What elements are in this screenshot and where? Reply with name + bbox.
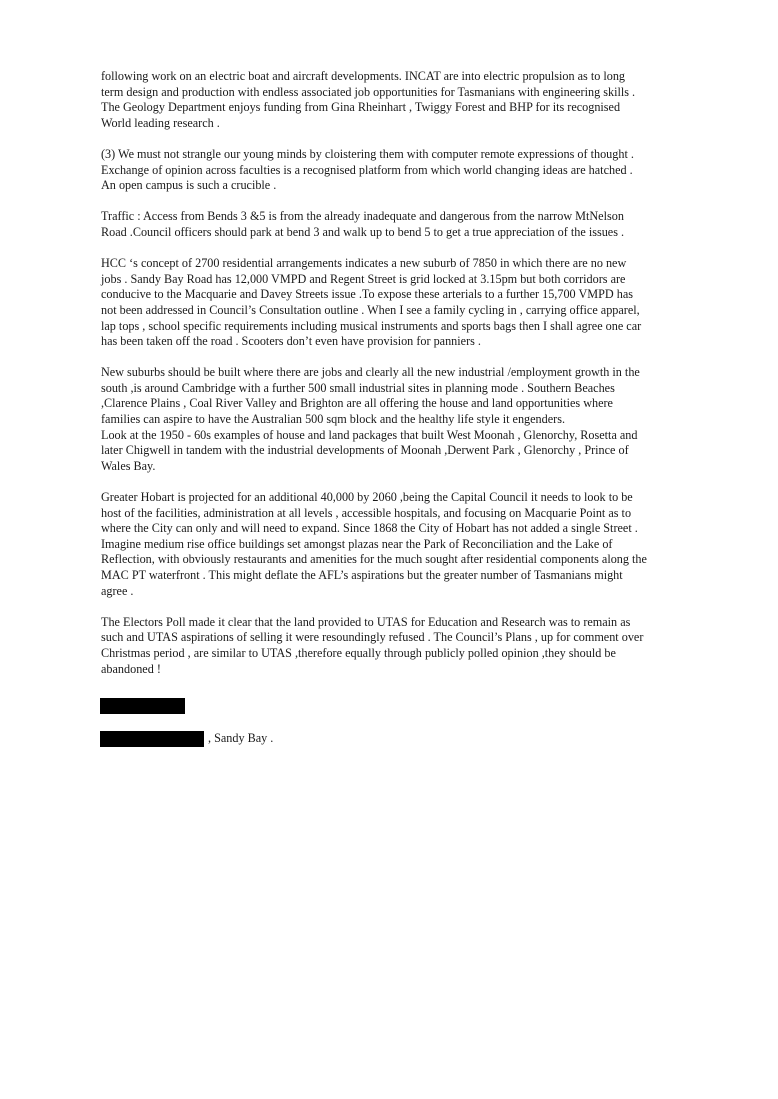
text-line: lap tops , school specific requirements including musical instruments and sports bags then I shall agree one car [101,318,642,333]
text-line: conducive to the Macquarie and Davey Streets issue .To expose these arterials to a further 15,700 VMPD has [101,287,633,302]
text-line: Traffic : Access from Bends 3 &5 is from the already inadequate and dangerous from the narrow MtNelson [101,209,624,224]
text-line: Christmas period , are similar to UTAS ,therefore equally through publicly polled opinion ,they should be [101,645,616,660]
signature-name [100,698,185,714]
text-line: such and UTAS aspirations of selling it were resoundingly refused . The Council’s Plans , up for comment over [101,630,644,645]
text-line: jobs . Sandy Bay Road has 12,000 VMPD and Regent Street is grid locked at 3.15pm but both corridors are [101,271,626,286]
text-line: ,Clarence Plains , Coal River Valley and Brighton are all offering the house and land opportunities where [101,396,613,411]
text-line: The Geology Department enjoys funding from Gina Rheinhart , Twiggy Forest and BHP for its recognised [101,100,621,115]
paragraph-residential [101,256,681,350]
text-line: families can aspire to have the Australian 500 sqm block and the healthy life style it engenders. [101,412,566,427]
text-line: abandoned ! [101,661,161,676]
paragraph-new-suburbs [101,365,681,427]
text-line: host of the facilities, administration at all levels , accessible hospitals, and focusing on Macquarie Point as to [101,505,632,520]
text-line: World leading research . [101,115,220,130]
text-line: Look at the 1950 - 60s examples of house and land packages that built West Moonah , Glenorchy, Rosetta and [101,427,638,442]
text-line: (3) We must not strangle our young minds by cloistering them with computer remote expressions of thought . [101,146,634,161]
signature-address [100,731,273,747]
text-line: New suburbs should be built where there are jobs and clearly all the new industrial /employment growth in the [101,365,640,380]
paragraph-open-campus [101,147,681,194]
paragraph-traffic [101,209,681,240]
text-line: agree . [101,583,134,598]
redaction-box [100,698,185,714]
paragraph-electors-poll [101,615,681,677]
text-line: Road .Council officers should park at bend 3 and walk up to bend 5 to get a true appreciation of the issues . [101,224,625,239]
text-line: south ,is around Cambridge with a further 500 small industrial sites in planning mode . Southern Beaches [101,380,615,395]
letter-body [101,69,681,693]
text-line: MAC PT waterfront . This might deflate the AFL’s aspirations but the greater number of Tasmanians might [101,568,623,582]
text-line: An open campus is such a crucible . [101,178,277,193]
text-line: not been addressed in Council’s Consultation outline . When I see a family cycling in , carrying office apparel, [101,302,640,317]
text-line: term design and production with endless associated job opportunities for Tasmanians with engineering skills . [101,84,636,99]
paragraph-greater-hobart [101,490,681,599]
paragraph-historic-examples [101,428,681,475]
text-line: Reflection, with obviously restaurants and amenities for the much sought after residential components along the [101,552,647,567]
text-line: later Chigwell in tandem with the industrial developments of Moonah ,Derwent Park , Glenorchy , Prince of [101,443,629,458]
text-line: Greater Hobart is projected for an additional 40,000 by 2060 ,being the Capital Council it needs to look to be [101,490,633,505]
text-line: Exchange of opinion across faculties is a recognised platform from which world changing ideas are hatched . [101,162,633,177]
text-line: Imagine medium rise office buildings set amongst plazas near the Park of Reconciliation and the Lake of [101,536,613,551]
redaction-box [100,731,204,747]
address-suffix: , Sandy Bay . [208,731,274,745]
text-line: HCC ‘s concept of 2700 residential arrangements indicates a new suburb of 7850 in which there are no new [101,256,627,271]
text-line: following work on an electric boat and aircraft developments. INCAT are into electric propulsion as to long [101,69,626,83]
text-line: has been taken off the road . Scooters don’t even have provision for panniers . [101,334,481,349]
paragraph-engineering [101,69,681,131]
text-line: where the City can only and will need to expand. Since 1868 the City of Hobart has not added a single Street . [101,521,638,536]
text-line: Wales Bay. [101,458,156,473]
text-line: The Electors Poll made it clear that the land provided to UTAS for Education and Research was to remain as [101,614,631,629]
